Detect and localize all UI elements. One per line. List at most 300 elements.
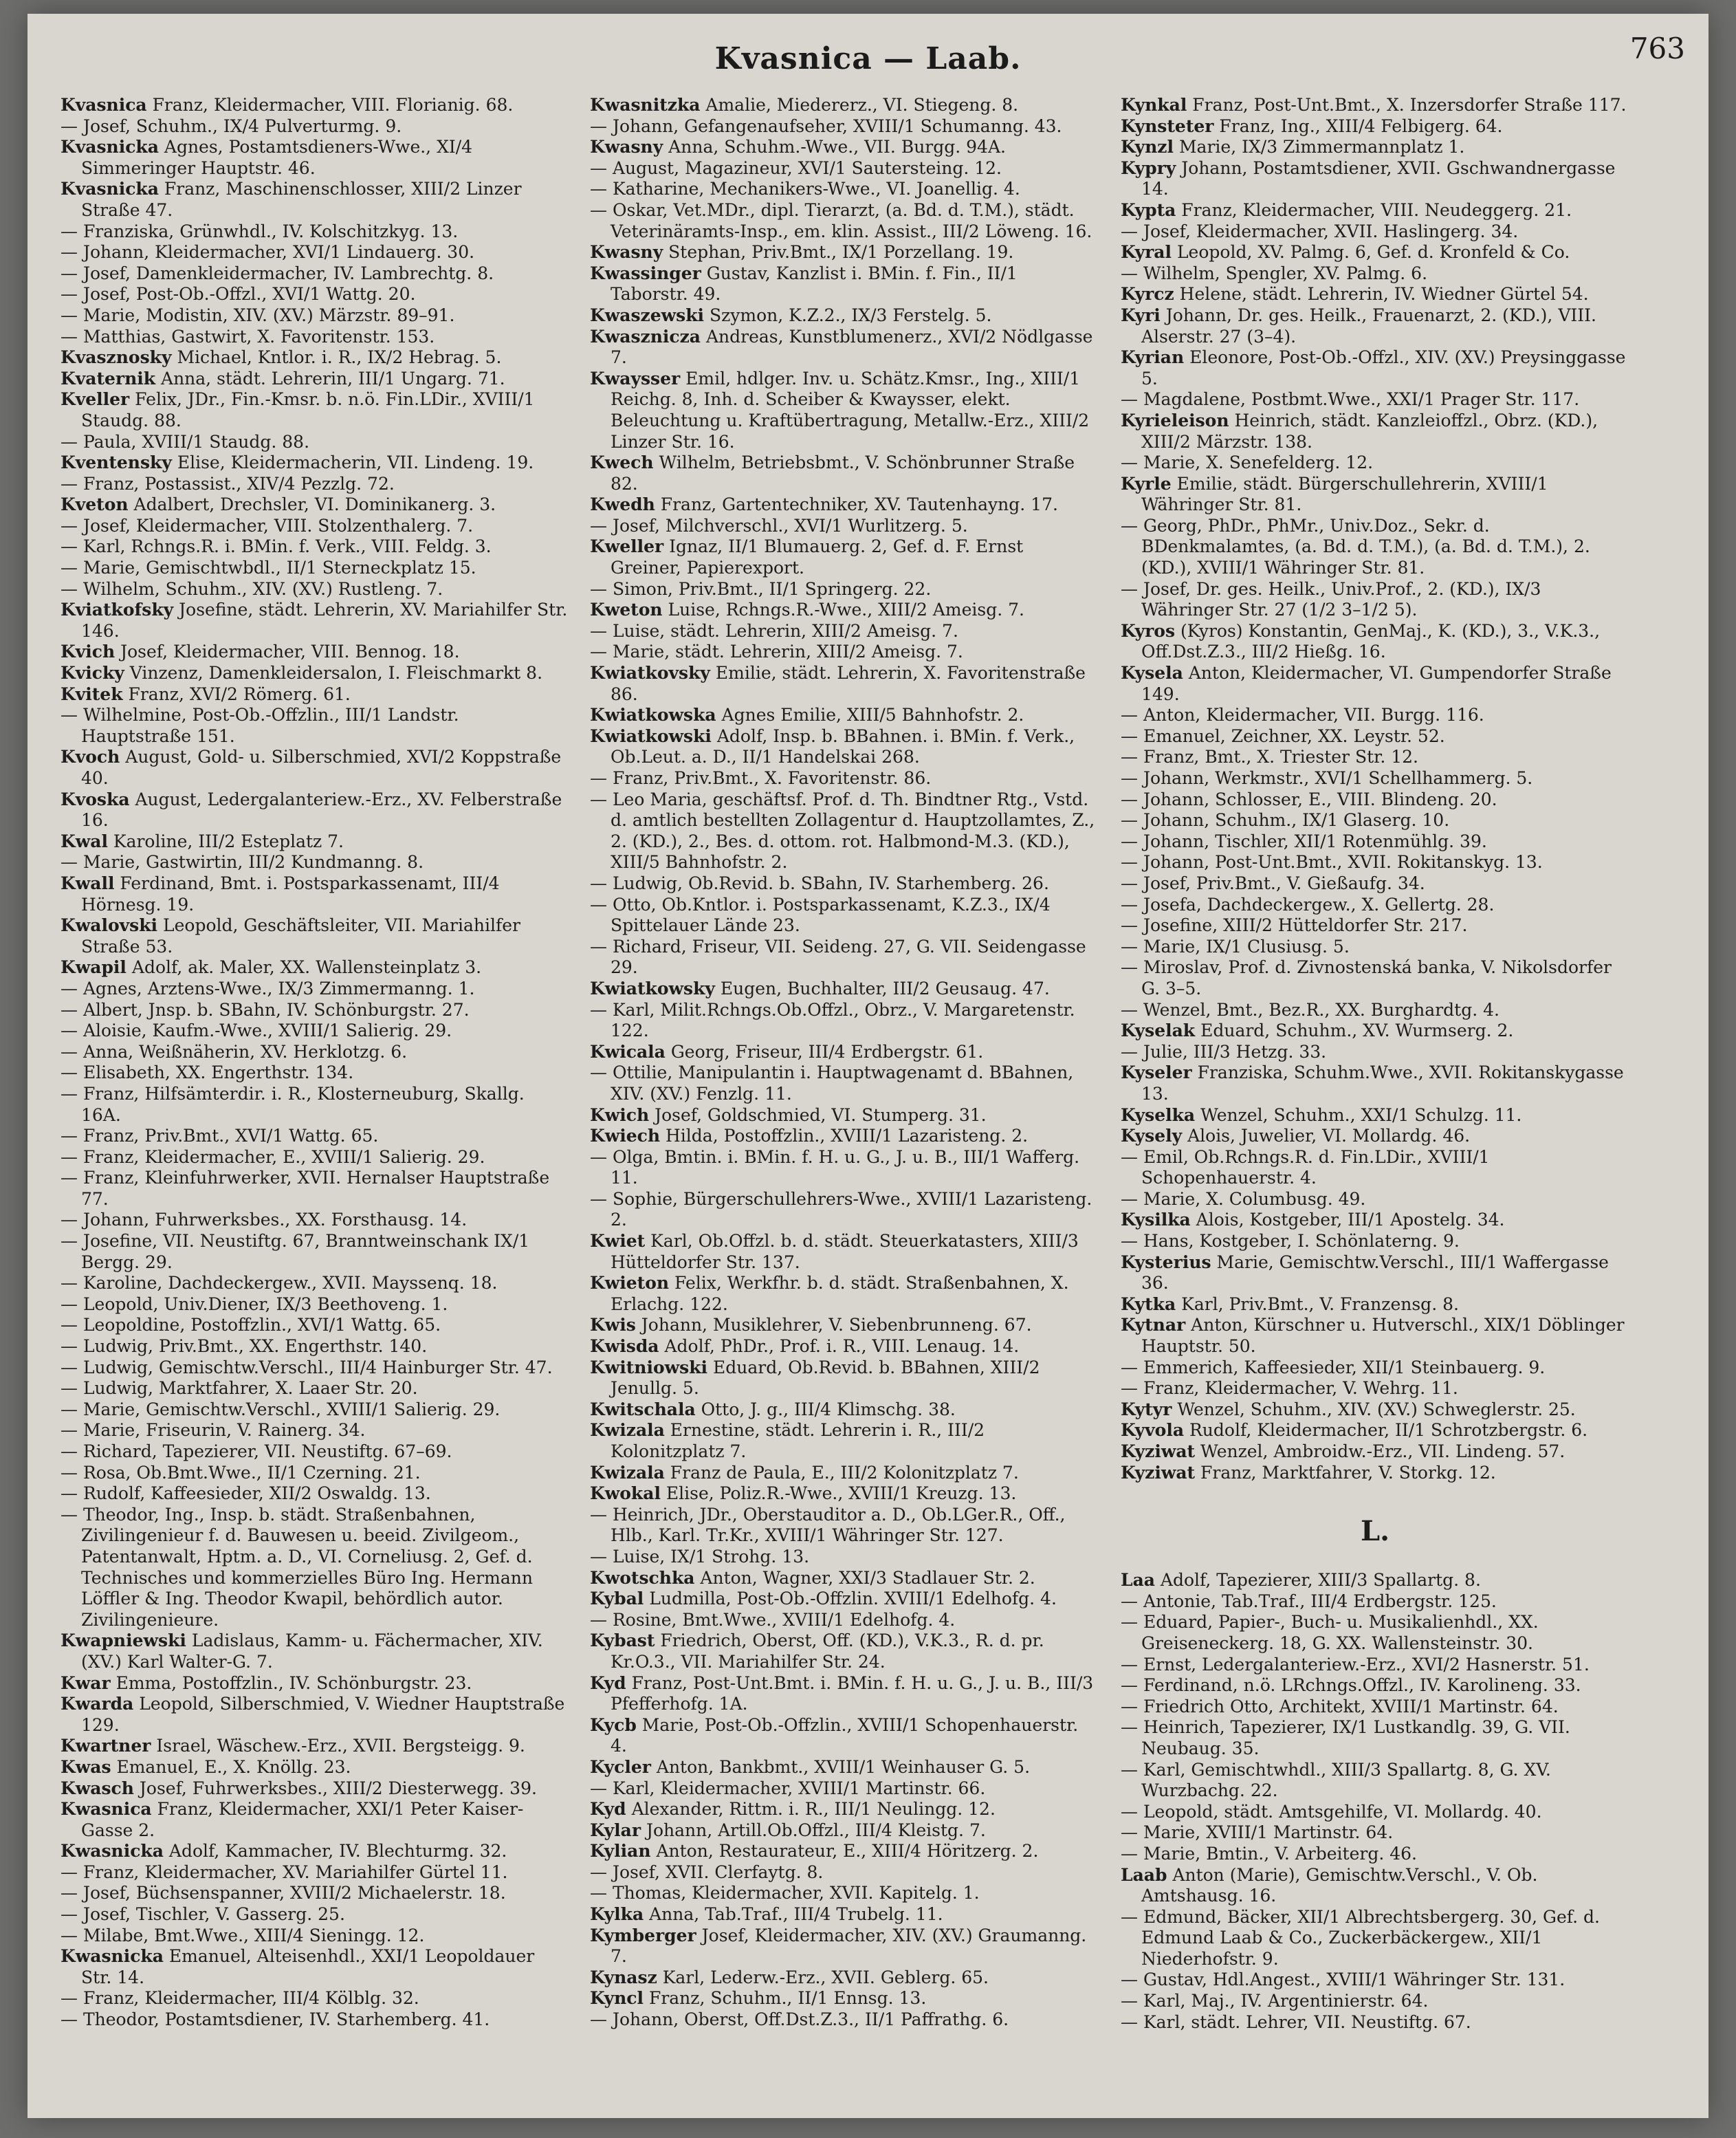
directory-entry [61,1694,569,1736]
directory-entry [61,579,569,600]
directory-entry [590,579,1099,600]
entry-details: Heinrich, städt. Kanzleioffzl., Obrz. (KD.), XIII/2 Märzstr. 138. [1141,410,1598,452]
directory-entry [590,1820,1099,1842]
directory-entry [1121,1210,1629,1231]
directory-entry [1121,747,1629,768]
entry-surname: Laab [1121,1864,1167,1885]
directory-entry [590,600,1099,621]
entry-details: Anton, Restaurateur, E., XIII/4 Höritzerg. 2. [650,1841,1039,1862]
directory-entry [590,116,1099,138]
entry-surname: Kwizala [590,1462,665,1483]
directory-entry [1121,1042,1629,1063]
entry-surname: Kwiatkovsky [590,663,710,684]
directory-entry [590,1420,1099,1462]
directory-entry [61,1168,569,1210]
entry-details: Szymon, K.Z.2., IX/3 Ferstelg. 5. [704,305,992,325]
directory-entry [1121,1105,1629,1126]
entry-details: — Franz, Kleidermacher, E., XVIII/1 Salierig. 29. [61,1146,485,1167]
entry-details: — Wilhelm, Schuhm., XIV. (XV.) Rustleng. 7. [61,578,443,599]
entry-surname: Kwicala [590,1041,666,1062]
entry-surname: Kyrle [1121,473,1172,494]
entry-surname: Kycler [590,1756,651,1777]
directory-column-3 [1121,95,1629,2103]
entry-details: Elise, Kleidermacherin, VII. Lindeng. 19. [171,452,534,473]
entry-details: — Marie, städt. Lehrerin, XIII/2 Ameisg. 7. [590,642,963,662]
entry-details: Leopold, Silberschmied, V. Wiedner Hauptstraße 129. [81,1694,565,1735]
directory-entry [61,873,569,915]
entry-details: Eugen, Buchhalter, III/2 Geusaug. 47. [714,978,1050,999]
entry-surname: Kwapniewski [61,1630,186,1651]
directory-entry [61,684,569,706]
entry-surname: Kwitschala [590,1399,696,1419]
entry-surname: Kylian [590,1841,651,1862]
entry-details: Israel, Wäschew.-Erz., XVII. Bergsteigg. 9. [151,1736,525,1756]
directory-entry [61,347,569,369]
entry-surname: Kyd [590,1672,626,1693]
entry-details: Felix, JDr., Fin.-Kmsr. b. n.ö. Fin.LDir., XVIII/1 Staudg. 88. [81,389,535,430]
entry-surname: Kwedh [590,494,655,515]
directory-entry [590,305,1099,327]
directory-entry [61,642,569,663]
directory-entry [61,1505,569,1631]
directory-entry [590,663,1099,705]
entry-details: Anton, Kürschner u. Hutverschl., XIX/1 Döblinger Hauptstr. 50. [1141,1315,1625,1357]
directory-entry [590,516,1099,537]
entry-details: — Theodor, Postamtsdiener, IV. Starhemberg. 41. [61,2009,490,2030]
entry-details: Emanuel, Alteisenhdl., XXI/1 Leopoldauer Str. 14. [81,1946,535,1987]
entry-details: — Marie, X. Columbusg. 49. [1121,1188,1366,1209]
entry-surname: Kynzl [1121,137,1174,157]
directory-entry [590,1357,1099,1399]
entry-details: — Milabe, Bmt.Wwe., XIII/4 Sieningg. 12. [61,1925,425,1945]
directory-entry [1121,1991,1629,2012]
entry-details: — Otto, Ob.Kntlor. i. Postsparkassenamt, K.Z.3., IX/4 Spittelauer Lände 23. [590,894,1051,936]
entry-details: — Anton, Kleidermacher, VII. Burgg. 116. [1121,705,1484,726]
entry-details: — Oskar, Vet.MDr., dipl. Tierarzt, (a. Bd. d. T.M.), städt. Veterinäramts-Insp., em. klin. Assist., III/2 Löweng. 16. [590,199,1092,241]
directory-entry [1121,474,1629,516]
entry-details: Anton (Marie), Gemischtw.Verschl., V. Ob. Amtshausg. 16. [1141,1864,1538,1906]
directory-entry [61,1147,569,1168]
entry-details: Elise, Poliz.R.-Wwe., XVIII/1 Kreuzg. 13. [660,1483,1017,1504]
entry-details: Alois, Kostgeber, III/1 Apostelg. 34. [1190,1210,1505,1230]
directory-entry [1121,1697,1629,1718]
directory-entry [1121,915,1629,937]
entry-surname: Kwasnitzka [590,95,701,115]
directory-entry [61,957,569,979]
entry-details: Johann, Postamtsdiener, XVII. Gschwandnergasse 14. [1141,157,1616,199]
directory-entry [61,1946,569,1988]
directory-entry [1121,516,1629,579]
entry-details: Adolf, Kammacher, IV. Blechturmg. 32. [163,1841,507,1862]
entry-details: — Thomas, Kleidermacher, XVII. Kapitelg. 1. [590,1883,980,1904]
directory-entry [590,1336,1099,1357]
entry-surname: Kyri [1121,305,1161,325]
directory-entry [590,263,1099,305]
entry-details: — Heinrich, JDr., Oberstauditor a. D., Ob.LGer.R., Off., Hlb., Karl. Tr.Kr., XVIII/1 Währinger Str. 127. [590,1504,1066,1546]
entry-details: — Franziska, Grünwhdl., IV. Kolschitzkyg. 13. [61,221,459,241]
entry-details: — Johann, Werkmstr., XVI/1 Schellhammerg. 5. [1121,768,1533,788]
directory-entry [1121,221,1629,243]
entry-details: Josefine, städt. Lehrerin, XV. Mariahilfer Str. 146. [81,600,568,641]
entry-details: — Josef, Priv.Bmt., V. Gießaufg. 34. [1121,873,1425,893]
entry-details: Johann, Artill.Ob.Offzl., III/4 Kleistg. 7. [641,1820,986,1840]
entry-details: Karl, Ob.Offzl. b. d. städt. Steuerkatasters, XIII/3 Hütteldorfer Str. 137. [611,1231,1079,1272]
directory-entry [590,369,1099,452]
entry-details: Andreas, Kunstblumenerz., XVI/2 Nödlgasse 7. [611,326,1093,368]
directory-entry [61,915,569,957]
entry-surname: Kwal [61,831,108,851]
entry-details: Josef, Kleidermacher, VIII. Bennog. 18. [115,642,460,662]
directory-entry [590,1126,1099,1147]
entry-details: Friedrich, Oberst, Off. (KD.), V.K.3., R. d. pr. Kr.O.3., VII. Mariahilfer Str. 24. [611,1630,1044,1672]
directory-entry [590,895,1099,937]
entry-surname: Kwieton [590,1273,670,1294]
entry-details: — Theodor, Ing., Insp. b. städt. Straßenbahnen, Zivilingenieur f. d. Bauwesen u. beeid. Zivilgeom., Patentanwalt, Hptm. a. D., VI. Corneliusg. 2, Gef. d. Technisches und kommerzielles Büro Ing. Hermann Löffler & Ing. Theodor Kwapil, behördlich autor. Zivilingenieure. [61,1504,533,1630]
directory-entry [1121,810,1629,831]
directory-entry [590,1315,1099,1336]
directory-entry [1121,1147,1629,1189]
directory-entry [1121,663,1629,705]
entry-surname: Kweller [590,536,664,557]
directory-entry [61,1904,569,1926]
entry-surname: Kviatkofsky [61,600,174,620]
directory-entry [1121,284,1629,305]
entry-details: — Agnes, Arztens-Wwe., IX/3 Zimmermanng. 1. [61,978,475,999]
entry-details: Adolf, ak. Maler, XX. Wallensteinplatz 3. [126,957,482,978]
directory-entry [1121,1378,1629,1399]
entry-details: — Rosa, Ob.Bmt.Wwe., II/1 Czerning. 21. [61,1462,421,1483]
entry-details: — Marie, IX/1 Clusiusg. 5. [1121,936,1350,957]
entry-details: August, Ledergalanteriew.-Erz., XV. Felberstraße 16. [81,789,562,831]
entry-details: Stephan, Priv.Bmt., IX/1 Porzellang. 19. [663,242,1014,263]
entry-details: Wenzel, Ambroidw.-Erz., VII. Lindeng. 57. [1195,1441,1565,1461]
directory-entry [590,1231,1099,1273]
entry-details: Alexander, Rittm. i. R., III/1 Neulingg. 12. [626,1799,996,1820]
directory-entry [61,1883,569,1904]
directory-entry [61,536,569,558]
entry-details: — Franz, Hilfsämterdir. i. R., Klosterneuburg, Skallg. 16A. [61,1083,525,1125]
directory-entry [590,1062,1099,1104]
directory-entry [1121,1399,1629,1421]
directory-entry [1121,1865,1629,1907]
entry-details: — Josef, Dr. ges. Heilk., Univ.Prof., 2. (KD.), IX/3 Währinger Str. 27 (1/2 3–1/2 5). [1121,578,1541,620]
directory-entry [590,1862,1099,1884]
directory-entry [590,1967,1099,1989]
directory-entry [590,937,1099,979]
entry-details: Johann, Musiklehrer, V. Siebenbrunneng. 67. [635,1315,1032,1335]
entry-details: Karl, Priv.Bmt., V. Franzensg. 8. [1176,1294,1459,1314]
entry-surname: Kveton [61,494,129,515]
entry-details: — Ernst, Ledergalanteriew.-Erz., XVI/2 Hasnerstr. 51. [1121,1654,1590,1675]
directory-entry [1121,726,1629,748]
directory-entry [1121,852,1629,873]
entry-details: Karl, Lederw.-Erz., XVII. Geblerg. 65. [657,1967,989,1987]
directory-entry [590,1799,1099,1820]
directory-entry [1121,937,1629,958]
directory-entry [1121,768,1629,789]
entry-details: — Simon, Priv.Bmt., II/1 Springerg. 22. [590,578,932,599]
directory-entry [590,1841,1099,1862]
entry-surname: Kwis [590,1315,636,1335]
directory-entry [590,873,1099,895]
directory-entry [1121,1591,1629,1613]
entry-surname: Kyral [1121,242,1172,263]
entry-surname: Kwiatkowska [590,705,716,726]
directory-entry [61,1062,569,1084]
directory-entry [61,1841,569,1862]
entry-surname: Kyvola [1121,1420,1185,1441]
entry-details: — Franz, Priv.Bmt., X. Favoritenstr. 86. [590,768,932,788]
entry-details: Alois, Juwelier, VI. Mollardg. 46. [1182,1126,1471,1146]
directory-entry [1121,1000,1629,1021]
entry-surname: Kyrcz [1121,284,1174,305]
entry-details: — Richard, Friseur, VII. Seideng. 27, G. VII. Seidengasse 29. [590,936,1086,978]
entry-details: Franz, Maschinenschlosser, XIII/2 Linzer Straße 47. [81,179,522,220]
directory-entry [590,1105,1099,1126]
entry-surname: Kwiech [590,1126,661,1146]
directory-entry [590,1778,1099,1800]
entry-details: — Karl, Maj., IV. Argentinierstr. 64. [1121,1991,1429,2011]
entry-details: Anna, städt. Lehrerin, III/1 Ungarg. 71. [155,368,505,389]
entry-surname: Kyncl [590,1988,644,2009]
entry-details: — Johann, Fuhrwerksbes., XX. Forsthausg. 14. [61,1210,468,1230]
entry-details: — Leo Maria, geschäftsf. Prof. d. Th. Bindtner Rtg., Vstd. d. amtlich bestellten Zollagentur d. Hauptzollamtes, Z., 2. (KD.), 2., Bes. d. ottom. rot. Halbmond-M.3. (KD.), XIII/5 Bahnhofstr. 2. [590,789,1095,873]
directory-entry [1121,789,1629,811]
directory-entry [61,1420,569,1441]
directory-entry [61,1630,569,1672]
entry-details: — Franz, Kleinfuhrwerker, XVII. Hernalser Hauptstraße 77. [61,1168,550,1209]
directory-entry [61,600,569,642]
entry-surname: Kylka [590,1904,644,1925]
directory-entry [61,852,569,873]
directory-entry [590,327,1099,369]
directory-entry [1121,1231,1629,1252]
entry-surname: Kwasnicka [61,1841,164,1862]
directory-entry [590,95,1099,116]
entry-surname: Kwich [590,1104,650,1125]
entry-surname: Kwasny [590,137,663,157]
entry-details: — Friedrich Otto, Architekt, XVIII/1 Martinstr. 64. [1121,1696,1559,1716]
directory-entry [590,1988,1099,2009]
entry-details: Amalie, Miedererz., VI. Stiegeng. 8. [700,95,1019,115]
entry-details: Emil, hdlger. Inv. u. Schätz.Kmsr., Ing., XIII/1 Reichg. 8, Inh. d. Scheiber & Kwaysser, elekt. Beleuchtung u. Kraftübertragung, Metallw.-Erz., XIII/2 Linzer Str. 16. [611,368,1090,452]
entry-details: — Karl, städt. Lehrer, VII. Neustiftg. 67. [1121,2011,1471,2032]
directory-entry [1121,1844,1629,1865]
directory-entry [1121,1970,1629,1991]
directory-entry [1121,263,1629,285]
directory-entry [61,2009,569,2031]
directory-entry [61,1673,569,1694]
entry-details: — Marie, Gemischtw.Verschl., XVIII/1 Salierig. 29. [61,1399,501,1419]
directory-entry [61,263,569,285]
entry-details: Otto, J. g., III/4 Klimschg. 38. [695,1399,956,1419]
entry-surname: Kwartner [61,1736,151,1756]
entry-details: — Georg, PhDr., PhMr., Univ.Doz., Sekr. d. BDenkmalamtes, (a. Bd. d. T.M.), (a. Bd. d. T.M.), 2. (KD.), XVIII/1 Währinger Str. 81. [1121,515,1590,578]
entry-surname: Kyziwat [1121,1441,1196,1461]
directory-entry [61,1778,569,1800]
directory-entry [61,1273,569,1294]
entry-details: Franz, Kleidermacher, VIII. Neudeggerg. 21. [1176,199,1572,220]
entry-details: — Rudolf, Kaffeesieder, XII/2 Oswaldg. 13. [61,1483,431,1504]
entry-details: Georg, Friseur, III/4 Erdbergstr. 61. [665,1041,984,1062]
directory-entry [590,1463,1099,1484]
entry-surname: Kweton [590,600,663,620]
directory-entry [1121,452,1629,474]
entry-surname: Kwasnica [61,1799,152,1820]
entry-details: Ernestine, städt. Lehrerin i. R., III/2 Kolonitzplatz 7. [611,1420,985,1461]
entry-surname: Kvitek [61,684,123,704]
entry-details: Vinzenz, Damenkleidersalon, I. Fleischmarkt 8. [124,663,543,684]
entry-details: — Franz, Kleidermacher, III/4 Kölblg. 32. [61,1988,419,2009]
entry-details: Franz, Marktfahrer, V. Storkg. 12. [1195,1462,1496,1483]
directory-entry [590,1589,1099,1610]
entry-details: Marie, Gemischtw.Verschl., III/1 Waffergasse 36. [1141,1252,1609,1294]
entry-details: — Josef, Büchsenspanner, XVIII/2 Michaelerstr. 18. [61,1883,506,1904]
entry-details: Felix, Werkfhr. b. d. städt. Straßenbahnen, X. Erlachg. 122. [611,1273,1069,1314]
directory-entry [61,789,569,831]
directory-entry [61,1799,569,1841]
directory-entry [61,95,569,116]
directory-entry [61,1988,569,2009]
entry-surname: Kyseler [1121,1062,1192,1083]
entry-details: — Karl, Rchngs.R. i. BMin. f. Verk., VIII. Feldg. 3. [61,536,492,557]
entry-details: — Ludwig, Priv.Bmt., XX. Engerthstr. 140. [61,1336,428,1357]
directory-entry [61,242,569,263]
entry-surname: Kytnar [1121,1315,1186,1335]
entry-details: — Marie, Gemischtwbdl., II/1 Sterneckplatz 15. [61,558,476,578]
directory-entry [590,1673,1099,1715]
entry-details: Adolf, PhDr., Prof. i. R., VIII. Lenaug. 14. [659,1336,1020,1357]
entry-surname: Kwiatkowski [590,726,712,746]
entry-details: Anna, Tab.Traf., III/4 Trubelg. 11. [644,1904,943,1925]
directory-entry [590,1000,1099,1042]
directory-entry [61,1021,569,1042]
entry-details: Wenzel, Schuhm., XIV. (XV.) Schweglerstr. 25. [1172,1399,1576,1419]
directory-entry [1121,137,1629,158]
directory-entry [590,1547,1099,1568]
entry-surname: Kwisda [590,1336,659,1357]
entry-surname: Kwarda [61,1694,134,1714]
directory-entry [61,1000,569,1021]
entry-details: — Johann, Post-Unt.Bmt., XVII. Rokitanskyg. 13. [1121,852,1543,873]
entry-details: — Albert, Jnsp. b. SBahn, IV. Schönburgstr. 27. [61,999,470,1020]
entry-details: — Josef, Kleidermacher, VIII. Stolzenthalerg. 7. [61,515,474,536]
entry-details: — Josef, Kleidermacher, XVII. Haslingerg. 34. [1121,221,1519,241]
directory-entry [590,242,1099,263]
directory-entry [61,1757,569,1778]
directory-entry [61,1315,569,1336]
directory-entry [590,642,1099,663]
directory-entry [61,389,569,431]
entry-details: Agnes Emilie, XIII/5 Bahnhofstr. 2. [716,705,1024,726]
entry-surname: Kwech [590,452,654,473]
directory-entry [61,432,569,453]
entry-details: — Johann, Schlosser, E., VIII. Blindeng. 20. [1121,789,1497,809]
entry-details: — Sophie, Bürgerschullehrers-Wwe., XVIII/1 Lazaristeng. 2. [590,1188,1092,1230]
entry-surname: Kveller [61,389,130,410]
directory-entry [590,1715,1099,1757]
directory-entry [61,474,569,495]
directory-entry [1121,242,1629,263]
entry-details: Anna, Schuhm.-Wwe., VII. Burgg. 94A. [663,137,1006,157]
directory-column-1 [61,95,569,2103]
entry-details: Karoline, III/2 Esteplatz 7. [107,831,344,851]
entry-surname: Kyselak [1121,1021,1196,1041]
entry-details: Leopold, XV. Palmg. 6, Gef. d. Kronfeld & Co. [1172,242,1570,263]
directory-entry [61,1441,569,1463]
entry-details: — Josefine, XIII/2 Hütteldorfer Str. 217. [1121,915,1468,936]
entry-details: — Franz, Postassist., XIV/4 Pezzlg. 72. [61,473,395,494]
directory-entry [1121,1315,1629,1357]
entry-details: — Josefa, Dachdeckergew., X. Gellertg. 28. [1121,894,1495,915]
entry-details: Franz, Schuhm., II/1 Ennsg. 13. [644,1988,927,2009]
directory-entry [590,158,1099,179]
directory-entry [590,1042,1099,1063]
entry-details: — Marie, Modistin, XIV. (XV.) Märzstr. 89–91. [61,305,455,325]
section-heading: L. [1360,1515,1390,1548]
directory-entry [1121,116,1629,138]
directory-entry [1121,411,1629,452]
directory-entry [590,536,1099,578]
entry-details: Eleonore, Post-Ob.-Offzl., XIV. (XV.) Preysinggasse 5. [1141,347,1626,389]
entry-surname: Kybast [590,1630,655,1651]
directory-entry [1121,1441,1629,1463]
directory-entry [1121,1252,1629,1294]
entry-details: — Emanuel, Zeichner, XX. Leystr. 52. [1121,726,1445,746]
entry-details: Ignaz, II/1 Blumauerg. 2, Gef. d. F. Ernst Greiner, Papierexport. [611,536,1024,578]
entry-surname: Kytka [1121,1294,1176,1314]
directory-entry [61,1084,569,1126]
entry-details: — Gustav, Hdl.Angest., XVIII/1 Währinger Str. 131. [1121,1970,1565,1990]
entry-details: — Josef, Post-Ob.-Offzl., XVI/1 Wattg. 20. [61,284,416,305]
directory-entry [61,221,569,243]
entry-details: — Leopold, Univ.Diener, IX/3 Beethoveng. 1. [61,1294,448,1314]
directory-entry [1121,1822,1629,1844]
directory-entry [61,705,569,747]
entry-details: Gustav, Kanzlist i. BMin. f. Fin., II/1 Taborstr. 49. [611,263,1018,305]
directory-entry [590,452,1099,494]
directory-entry [1121,831,1629,853]
directory-entry [61,516,569,537]
directory-entry [1121,200,1629,221]
entry-details: Johann, Dr. ges. Heilk., Frauenarzt, 2. (KD.), VIII. Alserstr. 27 (3–4). [1141,305,1596,347]
entry-details: Anton, Wagner, XXI/3 Stadlauer Str. 2. [694,1567,1035,1588]
entry-surname: Kynkal [1121,95,1187,115]
entry-details: Franz, XVI/2 Römerg. 61. [122,684,351,704]
entry-surname: Kwaszewski [590,305,705,325]
directory-entry [1121,1802,1629,1823]
directory-entry [61,663,569,684]
entry-surname: Kwiatkowsky [590,978,715,999]
directory-entry [1121,705,1629,726]
directory-entry [1121,895,1629,916]
entry-details: — Ferdinand, n.ö. LRchngs.Offzl., IV. Karolineng. 33. [1121,1675,1581,1696]
entry-surname: Kysilka [1121,1210,1191,1230]
directory-entry [61,1378,569,1399]
directory-entry [61,1042,569,1063]
entry-details: Agnes, Postamtsdieners-Wwe., XI/4 Simmeringer Hauptstr. 46. [81,137,473,178]
entry-surname: Kvoska [61,789,130,809]
entry-details: — Johann, Tischler, XII/1 Rotenmühlg. 39. [1121,831,1487,851]
entry-details: — Josef, Milchverschl., XVI/1 Wurlitzerg. 5. [590,515,968,536]
entry-details: — Magdalene, Postbmt.Wwe., XXI/1 Prager Str. 117. [1121,389,1580,410]
entry-surname: Kwitniowski [590,1357,708,1377]
directory-entry [1121,1612,1629,1654]
directory-entry [61,1926,569,1947]
entry-surname: Kynsteter [1121,116,1214,136]
directory-entry [1121,347,1629,389]
entry-surname: Kvasnica [61,95,147,115]
